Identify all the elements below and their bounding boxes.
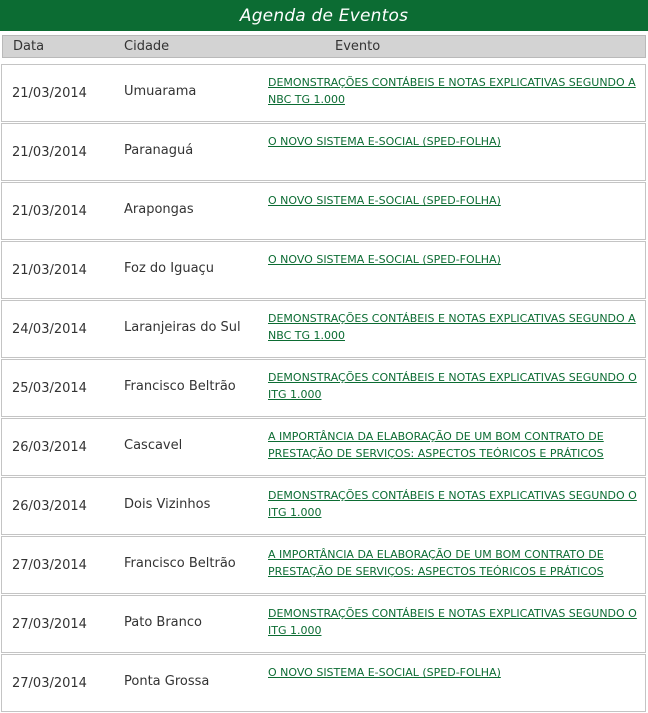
event-city: Arapongas — [124, 202, 194, 217]
column-header-bar — [2, 35, 646, 58]
event-row — [1, 64, 646, 122]
event-link[interactable]: DEMONSTRAÇÕES CONTÁBEIS E NOTAS EXPLICATIVAS SEGUNDO A NBC TG 1.000 — [268, 312, 636, 342]
event-link[interactable]: O NOVO SISTEMA E-SOCIAL (SPED-FOLHA) — [268, 194, 501, 207]
event-date: 25/03/2014 — [12, 381, 87, 396]
event-date: 21/03/2014 — [12, 263, 87, 278]
event-city: Umuarama — [124, 84, 197, 99]
event-city: Francisco Beltrão — [124, 379, 236, 394]
event-link[interactable]: DEMONSTRAÇÕES CONTÁBEIS E NOTAS EXPLICATIVAS SEGUNDO O ITG 1.000 — [268, 607, 637, 637]
event-link[interactable]: DEMONSTRAÇÕES CONTÁBEIS E NOTAS EXPLICATIVAS SEGUNDO O ITG 1.000 — [268, 371, 637, 401]
event-link[interactable]: A IMPORTÂNCIA DA ELABORAÇÃO DE UM BOM CONTRATO DE PRESTAÇÃO DE SERVIÇOS: ASPECTOS TEÓRICOS E PRÁTICOS — [268, 548, 604, 578]
column-header-event: Evento — [335, 39, 381, 54]
event-row — [1, 477, 646, 535]
page-title: Agenda de Eventos — [239, 5, 409, 26]
event-city: Paranaguá — [124, 143, 194, 158]
event-link[interactable]: A IMPORTÂNCIA DA ELABORAÇÃO DE UM BOM CONTRATO DE PRESTAÇÃO DE SERVIÇOS: ASPECTOS TEÓRICOS E PRÁTICOS — [268, 430, 604, 460]
event-city: Francisco Beltrão — [124, 556, 236, 571]
event-row — [1, 182, 646, 240]
column-header-date: Data — [13, 39, 45, 54]
event-city: Ponta Grossa — [124, 674, 210, 689]
event-date: 24/03/2014 — [12, 322, 87, 337]
event-city: Pato Branco — [124, 615, 202, 630]
event-date: 27/03/2014 — [12, 617, 87, 632]
event-date: 21/03/2014 — [12, 145, 87, 160]
column-header-city: Cidade — [124, 39, 170, 54]
event-row — [1, 595, 646, 653]
event-link[interactable]: O NOVO SISTEMA E-SOCIAL (SPED-FOLHA) — [268, 253, 501, 266]
events-list — [1, 64, 646, 713]
event-link[interactable]: DEMONSTRAÇÕES CONTÁBEIS E NOTAS EXPLICATIVAS SEGUNDO O ITG 1.000 — [268, 489, 637, 519]
event-row — [1, 654, 646, 712]
event-date: 26/03/2014 — [12, 499, 87, 514]
event-date: 21/03/2014 — [12, 204, 87, 219]
event-row — [1, 123, 646, 181]
event-row — [1, 536, 646, 594]
event-link[interactable]: O NOVO SISTEMA E-SOCIAL (SPED-FOLHA) — [268, 666, 501, 679]
event-date: 21/03/2014 — [12, 86, 87, 101]
event-link[interactable]: DEMONSTRAÇÕES CONTÁBEIS E NOTAS EXPLICATIVAS SEGUNDO A NBC TG 1.000 — [268, 76, 636, 106]
event-row — [1, 241, 646, 299]
event-link[interactable]: O NOVO SISTEMA E-SOCIAL (SPED-FOLHA) — [268, 135, 501, 148]
event-city: Cascavel — [124, 438, 183, 453]
agenda-header — [0, 0, 648, 31]
event-city: Dois Vizinhos — [124, 497, 211, 512]
event-row — [1, 418, 646, 476]
event-date: 27/03/2014 — [12, 558, 87, 573]
event-date: 26/03/2014 — [12, 440, 87, 455]
event-row — [1, 300, 646, 358]
event-row — [1, 359, 646, 417]
event-date: 27/03/2014 — [12, 676, 87, 691]
event-city: Laranjeiras do Sul — [124, 320, 241, 335]
event-city: Foz do Iguaçu — [124, 261, 214, 276]
